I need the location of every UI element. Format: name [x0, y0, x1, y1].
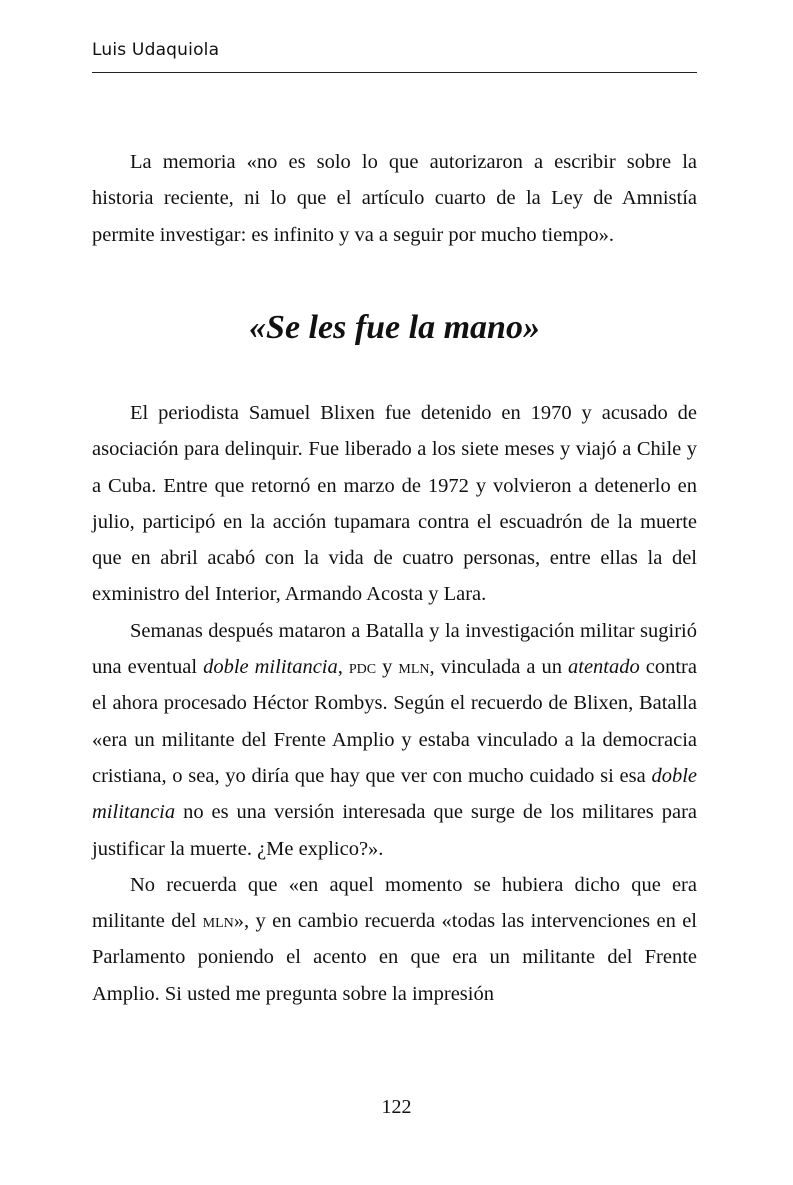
text-run: ,: [337, 656, 349, 679]
text-run: », y en cambio recuerda «todas las intervenciones en el Parlamento poniendo el acento en que era un militante del Frente Amplio. Si usted me pregunta sobre la impresión: [92, 910, 697, 1005]
paragraph: [92, 613, 697, 867]
intro-block: [92, 144, 697, 253]
text-run: y: [376, 656, 399, 679]
running-head: Luis Udaquiola: [92, 40, 220, 60]
emphasis: doble militancia: [203, 656, 338, 679]
acronym: pdc: [348, 656, 377, 679]
text-run: Semanas después mataron a Batalla y la investigación militar sugirió una eventual: [92, 619, 697, 679]
paragraph: El periodista Samuel Blixen fue detenido en 1970 y acusado de asociación para delinquir. Fue liberado a los siete meses y viajó a Chile y a Cuba. Entre que retornó en marzo de 1972 y volvieron a detenerlo en julio, participó en la acción tupamara contra el escuadrón de la muerte que en abril acabó con la vida de cuatro personas, entre ellas la del exministro del Interior, Armando Acosta y Lara.: [92, 402, 697, 606]
emphasis: atentado: [568, 656, 640, 679]
page-number: 122: [381, 1096, 412, 1118]
section-body: [92, 395, 697, 1012]
text-run: , vinculada a un: [429, 656, 568, 679]
text-run: No recuerda que «en aquel momento se hubiera dicho que era militante del: [92, 873, 697, 933]
intro-paragraph: La memoria «no es solo lo que autorizaron a escribir sobre la historia reciente, ni lo que el artículo cuarto de la Ley de Amnistía permite investigar: es infinito y va a seguir por mucho tiempo».: [92, 151, 697, 246]
header-rule: [92, 72, 697, 73]
emphasis: doble militancia: [92, 764, 697, 824]
text-run: contra el ahora procesado Héctor Rombys. Según el recuerdo de Blixen, Batalla «era un militante del Frente Amplio y estaba vinculado a la democracia cristiana, o sea, yo diría que hay que ver con mucho cuidado si esa: [92, 656, 697, 787]
paragraph: [92, 867, 697, 1012]
acronym: mln: [398, 656, 430, 679]
section-title: «Se les fue la mano»: [249, 309, 540, 346]
acronym: mln: [202, 910, 234, 933]
text-run: no es una versión interesada que surge de los militares para justificar la muerte. ¿Me explico?».: [92, 801, 697, 860]
